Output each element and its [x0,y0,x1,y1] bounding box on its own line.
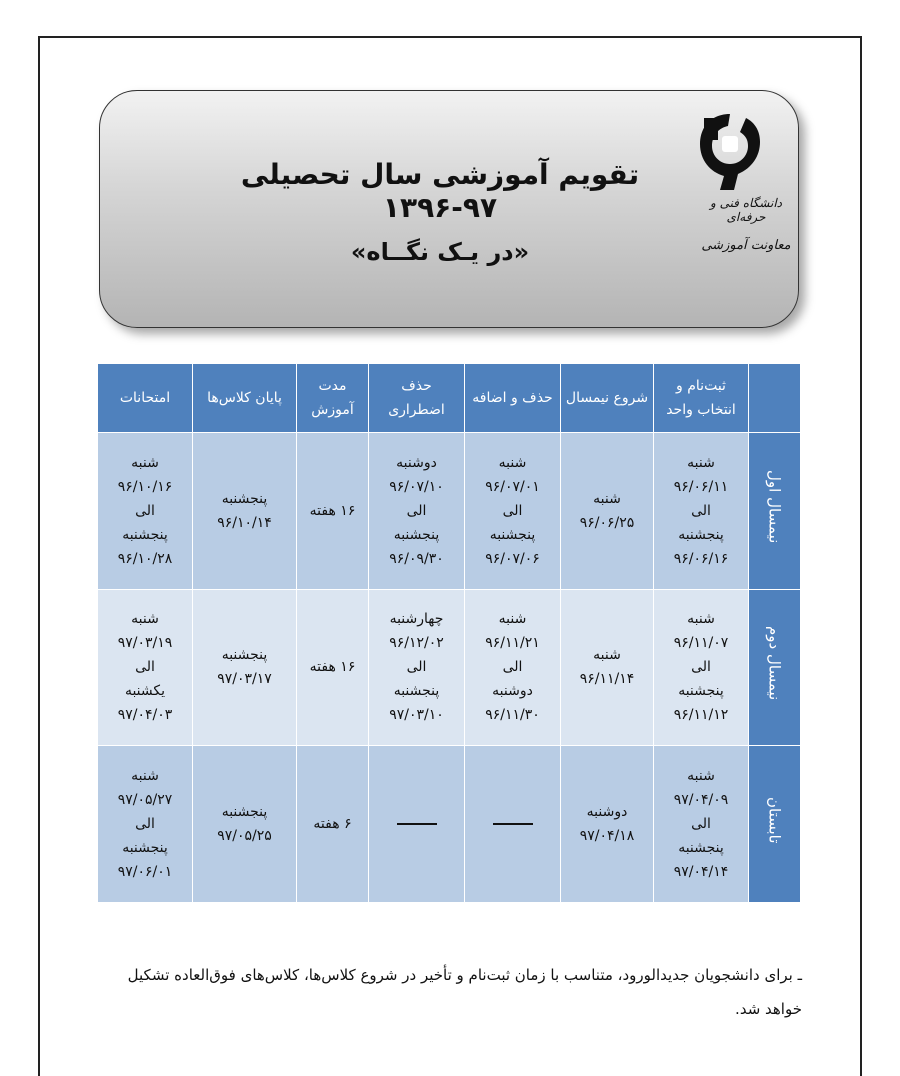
cell-line: چهارشنبه [389,611,444,628]
cell-line: الی [691,816,711,833]
table-cell [297,746,369,903]
row-label-text: نیمسال اول [765,470,784,544]
cell-line: شنبه [498,454,527,471]
row-label-text: نیمسال دوم [765,626,784,701]
cell-line: ۹۶/۰۹/۳۰ [389,550,444,567]
cell-line: الی [406,502,427,519]
deputy-label: معاونت آموزشی [701,238,791,253]
cell-line: ۹۶/۱۰/۱۴ [217,514,272,531]
table-cell [654,589,749,746]
row-label [749,746,801,903]
table-cell [98,433,193,590]
cell-line: الی [691,502,711,519]
table-cell [465,433,561,590]
row-label [749,433,801,590]
cell-line: ۹۷/۰۵/۲۵ [217,828,272,845]
corner-cell [749,364,801,433]
cell-line: پنجشنبه [678,526,724,543]
row-label [749,589,801,746]
cell-line: پنجشنبه [221,804,268,821]
cell-line: ۹۶/۱۰/۱۶ [117,478,173,495]
cell-line: الی [135,502,155,519]
cell-line: ۹۶/۰۶/۲۵ [579,514,635,531]
cell-line: الی [502,502,523,519]
table-cell [369,589,465,746]
cell-line: ۱۶ هفته [309,502,356,519]
cell-line: ۹۷/۰۴/۰۳ [117,707,173,724]
cell-line: دوشنبه [586,804,628,821]
cell-line: دوشنبه [492,683,533,700]
row-label-text: تابستان [765,796,784,844]
table-row [98,746,801,903]
cell-line: ۱۶ هفته [309,659,356,676]
university-logo-icon [694,110,766,192]
cell-line: ۶ هفته [313,816,352,833]
table-cell [561,589,654,746]
cell-line: ۹۷/۰۴/۰۹ [673,792,729,809]
cell-line: یکشنبه [124,683,166,700]
page-subtitle: «در یـک نگــاه» [350,238,530,266]
cell-line: شنبه [131,454,159,471]
cell-line: ۹۶/۰۶/۱۱ [673,478,729,495]
cell-line: ۹۶/۰۷/۰۱ [485,478,540,495]
cell-line: پنجشنبه [678,840,724,857]
cell-line: ۹۷/۰۶/۰۱ [117,864,173,881]
table-cell [297,589,369,746]
cell-line: پنجشنبه [122,526,168,543]
table-cell [561,433,654,590]
cell-line: شنبه [687,768,715,785]
footnote: ـ برای دانشجویان جدیدالورود، متناسب با زمان ثبت‌نام و تأخیر در شروع کلاس‌ها، کلاس‌های فوق‌العاده تشکیل خواهد شد. [127,966,802,1018]
cell-line: ۹۶/۰۷/۰۶ [485,550,540,567]
cell-line: شنبه [593,490,621,507]
cell-line: ۹۶/۱۰/۲۸ [117,550,173,567]
cell-line: پنجشنبه [221,647,268,664]
table-cell [654,746,749,903]
academic-calendar-table [97,363,801,903]
table-cell [98,746,193,903]
cell-line: ۹۷/۰۳/۱۹ [117,635,173,652]
cell-line: دوشنبه [396,454,437,471]
cell-line: پنجشنبه [678,683,724,700]
table-cell [465,589,561,746]
cell-line: الی [502,659,523,676]
column-header: حذف و اضافه [465,364,561,433]
table-cell [193,589,297,746]
cell-line: شنبه [593,647,621,664]
cell-line: ۹۷/۰۳/۱۰ [389,707,444,724]
column-header: حذف اضطراری [369,364,465,433]
cell-line: پنجشنبه [221,490,268,507]
cell-line: ۹۶/۰۶/۱۶ [673,550,729,567]
table-header-row [98,364,801,433]
table-cell [98,589,193,746]
cell-line: پنجشنبه [489,526,536,543]
cell-line: پنجشنبه [393,683,440,700]
table-cell [369,433,465,590]
cell-line: شنبه [131,768,159,785]
page-title: تقویم آموزشی سال تحصیلی ۹۷-۱۳۹۶ [240,158,640,224]
cell-line: الی [135,659,155,676]
table-cell [654,433,749,590]
empty-dash [397,823,437,825]
table-cell [193,746,297,903]
cell-line: ۹۶/۱۱/۱۴ [579,671,635,688]
column-header: مدت آموزش [297,364,369,433]
cell-line: ۹۷/۰۳/۱۷ [217,671,272,688]
cell-line: شنبه [687,454,715,471]
table-cell [465,746,561,903]
table-cell [193,433,297,590]
cell-line: شنبه [131,611,159,628]
cell-line: الی [135,816,155,833]
cell-line: ۹۷/۰۴/۱۸ [579,828,635,845]
cell-line: ۹۶/۱۱/۳۰ [485,707,540,724]
cell-line: ۹۷/۰۴/۱۴ [673,864,729,881]
cell-line: الی [691,659,711,676]
table-cell [561,746,654,903]
cell-line: ۹۶/۱۱/۲۱ [485,635,540,652]
cell-line: ۹۶/۱۲/۰۲ [389,635,444,652]
column-header: شروع نیمسال [561,364,654,433]
cell-line: پنجشنبه [122,840,168,857]
column-header: ثبت‌نام و انتخاب واحد [654,364,749,433]
table-cell [297,433,369,590]
cell-line: ۹۶/۱۱/۰۷ [673,635,729,652]
table-row [98,433,801,590]
empty-dash [493,823,533,825]
table-row [98,589,801,746]
cell-line: ۹۶/۱۱/۱۲ [673,707,729,724]
cell-line: شنبه [498,611,527,628]
table-cell [369,746,465,903]
cell-line: ۹۶/۰۷/۱۰ [389,478,444,495]
cell-line: ۹۷/۰۵/۲۷ [117,792,173,809]
cell-line: شنبه [687,611,715,628]
university-name: دانشگاه فنی و حرفه‌ای [709,196,783,224]
cell-line: پنجشنبه [393,526,440,543]
column-header: امتحانات [98,364,193,433]
column-header: پایان کلاس‌ها [193,364,297,433]
cell-line: الی [406,659,427,676]
